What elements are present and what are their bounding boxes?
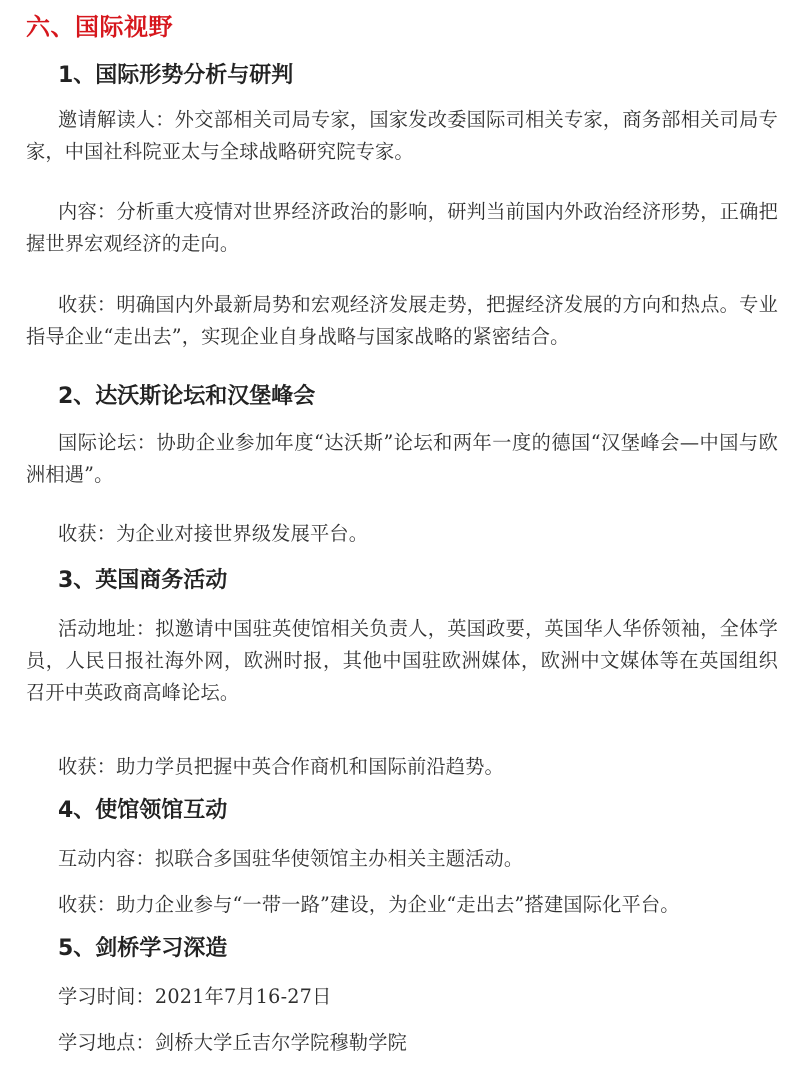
section-title: 六、国际视野 — [26, 13, 173, 41]
item-4-paragraph-1: 互动内容：拟联合多国驻华使领馆主办相关主题活动。 — [58, 847, 524, 870]
item-5-paragraph-1: 学习时间：2021年7月16-27日 — [58, 985, 332, 1008]
item-2-paragraph-1: 国际论坛：协助企业参加年度“达沃斯”论坛和两年一度的德国“汉堡峰会—中国与欧洲相遇”。 — [26, 431, 778, 486]
item-1-heading: 1、国际形势分析与研判 — [58, 63, 294, 88]
item-1-paragraph-1: 邀请解读人：外交部相关司局专家，国家发改委国际司相关专家，商务部相关司局专家，中国社科院亚太与全球战略研究院专家。 — [26, 108, 778, 163]
item-2-heading: 2、达沃斯论坛和汉堡峰会 — [58, 384, 316, 409]
item-2-paragraph-2: 收获：为企业对接世界级发展平台。 — [58, 522, 369, 545]
item-3-heading: 3、英国商务活动 — [58, 568, 228, 593]
item-5-heading: 5、剑桥学习深造 — [58, 936, 228, 961]
item-3-paragraph-1: 活动地址：拟邀请中国驻英使馆相关负责人，英国政要，英国华人华侨领袖，全体学员，人民日报社海外网，欧洲时报，其他中国驻欧洲媒体，欧洲中文媒体等在英国组织召开中英政商高峰论坛。 — [26, 617, 778, 704]
item-5-paragraph-2: 学习地点：剑桥大学丘吉尔学院穆勒学院 — [58, 1031, 407, 1054]
item-1-paragraph-3: 收获：明确国内外最新局势和宏观经济发展走势，把握经济发展的方向和热点。专业指导企业“走出去”，实现企业自身战略与国家战略的紧密结合。 — [26, 293, 778, 348]
item-4-heading: 4、使馆领馆互动 — [58, 798, 228, 823]
item-3-paragraph-2: 收获：助力学员把握中英合作商机和国际前沿趋势。 — [58, 755, 504, 778]
item-1-paragraph-2: 内容：分析重大疫情对世界经济政治的影响，研判当前国内外政治经济形势，正确把握世界宏观经济的走向。 — [26, 200, 778, 255]
item-4-paragraph-2: 收获：助力企业参与“一带一路”建设，为企业“走出去”搭建国际化平台。 — [58, 893, 680, 916]
